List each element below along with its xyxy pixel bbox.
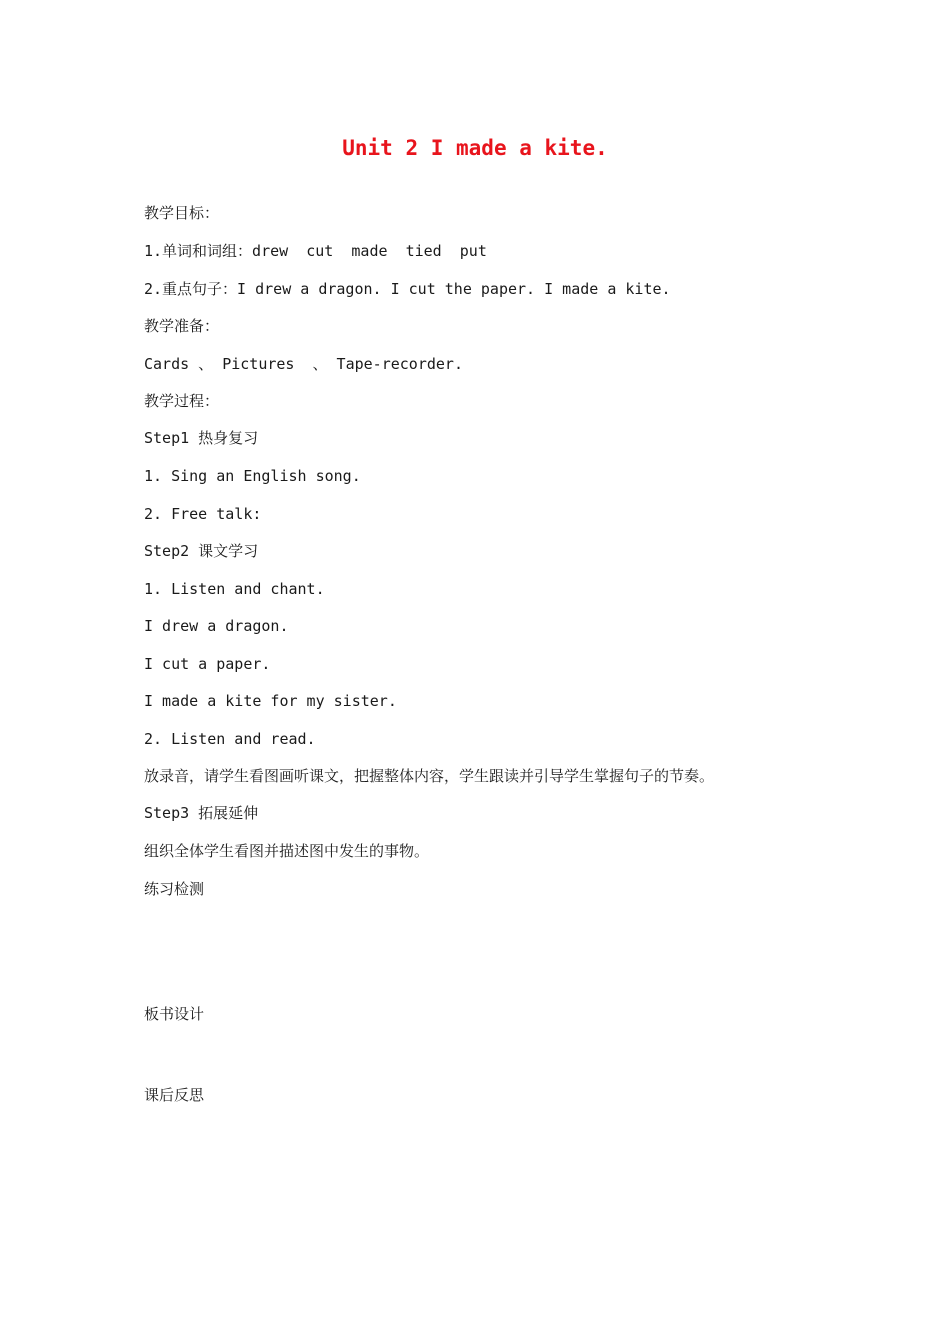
objective-key-sentences: 2.重点句子：I drew a dragon. I cut the paper. I made a kite. [144, 280, 671, 298]
chant-line-3: I made a kite for my sister. [144, 692, 397, 710]
step2-item-2: 2. Listen and read. [144, 730, 316, 748]
section-heading-reflection: 课后反思 [144, 1086, 205, 1104]
section-heading-board-design: 板书设计 [144, 1005, 205, 1023]
section-heading-preparation: 教学准备： [144, 317, 220, 335]
section-heading-objectives: 教学目标： [144, 204, 220, 222]
step1-item-1: 1. Sing an English song. [144, 467, 361, 485]
step2-heading: Step2 课文学习 [144, 542, 259, 560]
section-heading-practice: 练习检测 [144, 880, 205, 898]
step2-instruction: 放录音，请学生看图画听课文，把握整体内容，学生跟读并引导学生掌握句子的节奏。 [144, 767, 715, 785]
step3-heading: Step3 拓展延伸 [144, 804, 259, 822]
chant-line-1: I drew a dragon. [144, 617, 289, 635]
section-heading-process: 教学过程： [144, 392, 220, 410]
chant-line-2: I cut a paper. [144, 655, 271, 673]
step1-item-2: 2. Free talk: [144, 505, 262, 523]
step3-instruction: 组织全体学生看图并描述图中发生的事物。 [144, 842, 430, 860]
document-title: Unit 2 I made a kite. [342, 136, 608, 160]
step1-heading: Step1 热身复习 [144, 429, 259, 447]
preparation-materials: Cards 、 Pictures 、 Tape-recorder. [144, 355, 463, 373]
objective-vocabulary: 1.单词和词组：drew cut made tied put [144, 242, 487, 260]
step2-item-1: 1. Listen and chant. [144, 580, 325, 598]
